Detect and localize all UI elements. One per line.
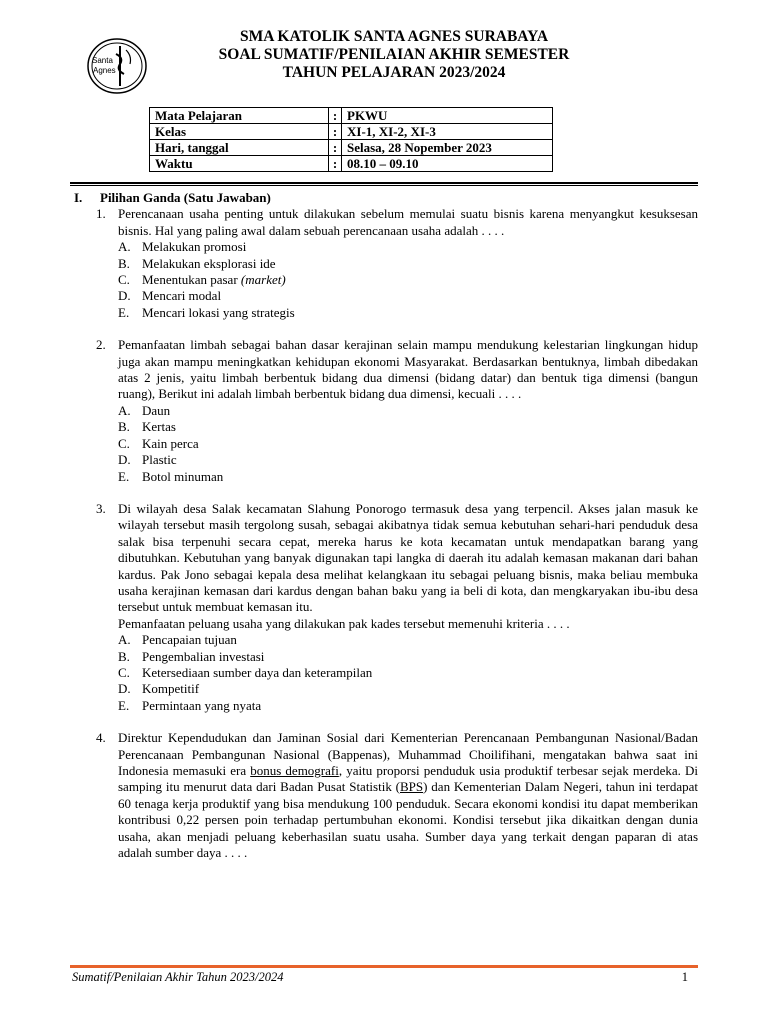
svg-text:Santa: Santa [92,56,113,65]
header-divider-thin [70,185,698,186]
footer-divider [70,965,698,968]
info-key: Waktu [150,156,329,172]
school-name: SMA KATOLIK SANTA AGNES SURABAYA [239,28,549,45]
academic-year: TAHUN PELAJARAN 2023/2024 [282,64,506,81]
question-text: Perencanaan usaha penting untuk dilakukan sebelum memulai suatu bisnis karena menyangkut kesuksesan bisnis. Hal yang paling awal dalam sebuah perencanaan usaha adalah . . . . [118,206,698,238]
exam-info-table [149,107,553,172]
option-e[interactable]: E. Botol minuman [118,468,224,484]
option-e[interactable]: E. Mencari lokasi yang strategis [118,304,295,320]
info-row-time [150,156,553,172]
option-c[interactable]: C. Ketersediaan sumber daya dan keterampilan [118,664,373,680]
info-key: Hari, tanggal [150,140,329,156]
page-footer [72,970,688,985]
question-number: 3. [96,500,106,516]
info-key: Kelas [150,124,329,140]
info-colon: : [329,140,342,156]
section-heading: I. Pilihan Ganda (Satu Jawaban) [74,190,271,205]
info-value: XI-1, XI-2, XI-3 [342,124,553,140]
info-value: PKWU [342,108,553,124]
info-value: Selasa, 28 Nopember 2023 [342,140,553,156]
header-divider [70,182,698,184]
page-header [0,28,768,82]
option-b[interactable]: B. Kertas [118,419,176,435]
question-number: 2. [96,337,106,353]
question-prompt: Pemanfaatan peluang usaha yang dilakukan pak kades tersebut memenuhi kriteria . . . . [118,615,570,631]
option-c[interactable]: C. Kain perca [118,435,199,451]
option-a[interactable]: A. Pencapaian tujuan [118,632,237,648]
school-logo [86,36,148,96]
info-value: 08.10 – 09.10 [342,156,553,172]
option-c[interactable]: C. Menentukan pasar (market) [118,272,286,288]
question-2 [96,337,698,485]
info-colon: : [329,108,342,124]
option-a[interactable]: A. Melakukan promosi [118,239,247,255]
info-colon: : [329,156,342,172]
question-4 [96,730,698,861]
question-3 [96,501,698,714]
question-1 [96,206,698,321]
option-a[interactable]: A. Daun [118,402,171,418]
question-text: Di wilayah desa Salak kecamatan Slahung Ponorogo termasuk desa yang terpencil. Akses jalan masuk ke wilayah tersebut masih tergolong susah, sebagai akibatnya tidak semua kebutuhan sehari-hari penduduk desa salak bisa terpenuhi secara cepat, mereka harus ke kota kecamatan untuk mendapatkan barang yang dibutuhkan. Kebutuhan yang banyak digunakan tapi langka di daerah itu adalah kemasan makanan dari bahan kardus. Pak Jono sebagai kepala desa melihat kelangkaan itu sebagai peluang bisnis, maka beliau membuka usaha kerajinan kemasan dari kardus dengan bahan baku yang ia beli di kota, dan mengkaryakan ibu-ibu desa tersebut untuk membuat kemasan itu. [118,500,698,615]
question-number: 4. [96,730,106,746]
exam-title: SOAL SUMATIF/PENILAIAN AKHIR SEMESTER [218,46,570,63]
footer-title: Sumatif/Penilaian Akhir Tahun 2023/2024 [72,970,284,984]
info-colon: : [329,124,342,140]
info-row-subject [150,108,553,124]
option-d[interactable]: D. Plastic [118,452,177,468]
info-row-date [150,140,553,156]
info-row-class [150,124,553,140]
option-b[interactable]: B. Pengembalian investasi [118,648,265,664]
option-e[interactable]: E. Permintaan yang nyata [118,697,262,713]
question-number: 1. [96,206,106,222]
question-text: Direktur Kependudukan dan Jaminan Sosial dari Kementerian Perencanaan Pembangunan Nasional/Badan Perencanaan Pembangunan Nasional (Bappenas), Muhammad Choilifihani, mengatakan bahwa saat ini Indonesia memasuki era bonus demografi, yaitu proporsi penduduk usia produktif terbesar sejak merdeka. Di samping itu menurut data dari Badan Pusat Statistik (BPS) dan Kementerian Dalam Negeri, tahun ini terdapat 60 tenaga kerja produktif yang bisa mendukung 100 penduduk. Secara ekonomi kondisi itu dapat memberikan kontribusi 0,22 persen poin terhadap pertumbuhan ekonomi. Kondisi tersebut jika dikaitkan dengan dunia usaha, akan menjadi peluang keberhasilan suatu usaha. Sumber daya yang terkait dengan paparan di atas adalah sumber daya . . . . [118,730,698,861]
exam-content [74,190,698,861]
option-b[interactable]: B. Melakukan eksplorasi ide [118,255,276,271]
info-key: Mata Pelajaran [150,108,329,124]
question-text: Pemanfaatan limbah sebagai bahan dasar kerajinan selain mampu mendukung kelestarian lingkungan hidup juga akan mampu meningkatkan kehidupan ekonomi Masyarakat. Berdasarkan bentuknya, limbah dibedakan atas 2 jenis, yaitu limbah berbentuk bidang dua dimensi (bidang datar) dan bentuk tiga dimensi (bangun ruang), Berikut ini adalah limbah berbentuk bidang dua dimensi, kecuali . . . . [118,337,698,402]
option-d[interactable]: D. Kompetitif [118,681,200,697]
svg-text:Agnes: Agnes [93,66,116,75]
page-number: 1 [681,970,688,984]
option-d[interactable]: D. Mencari modal [118,288,222,304]
